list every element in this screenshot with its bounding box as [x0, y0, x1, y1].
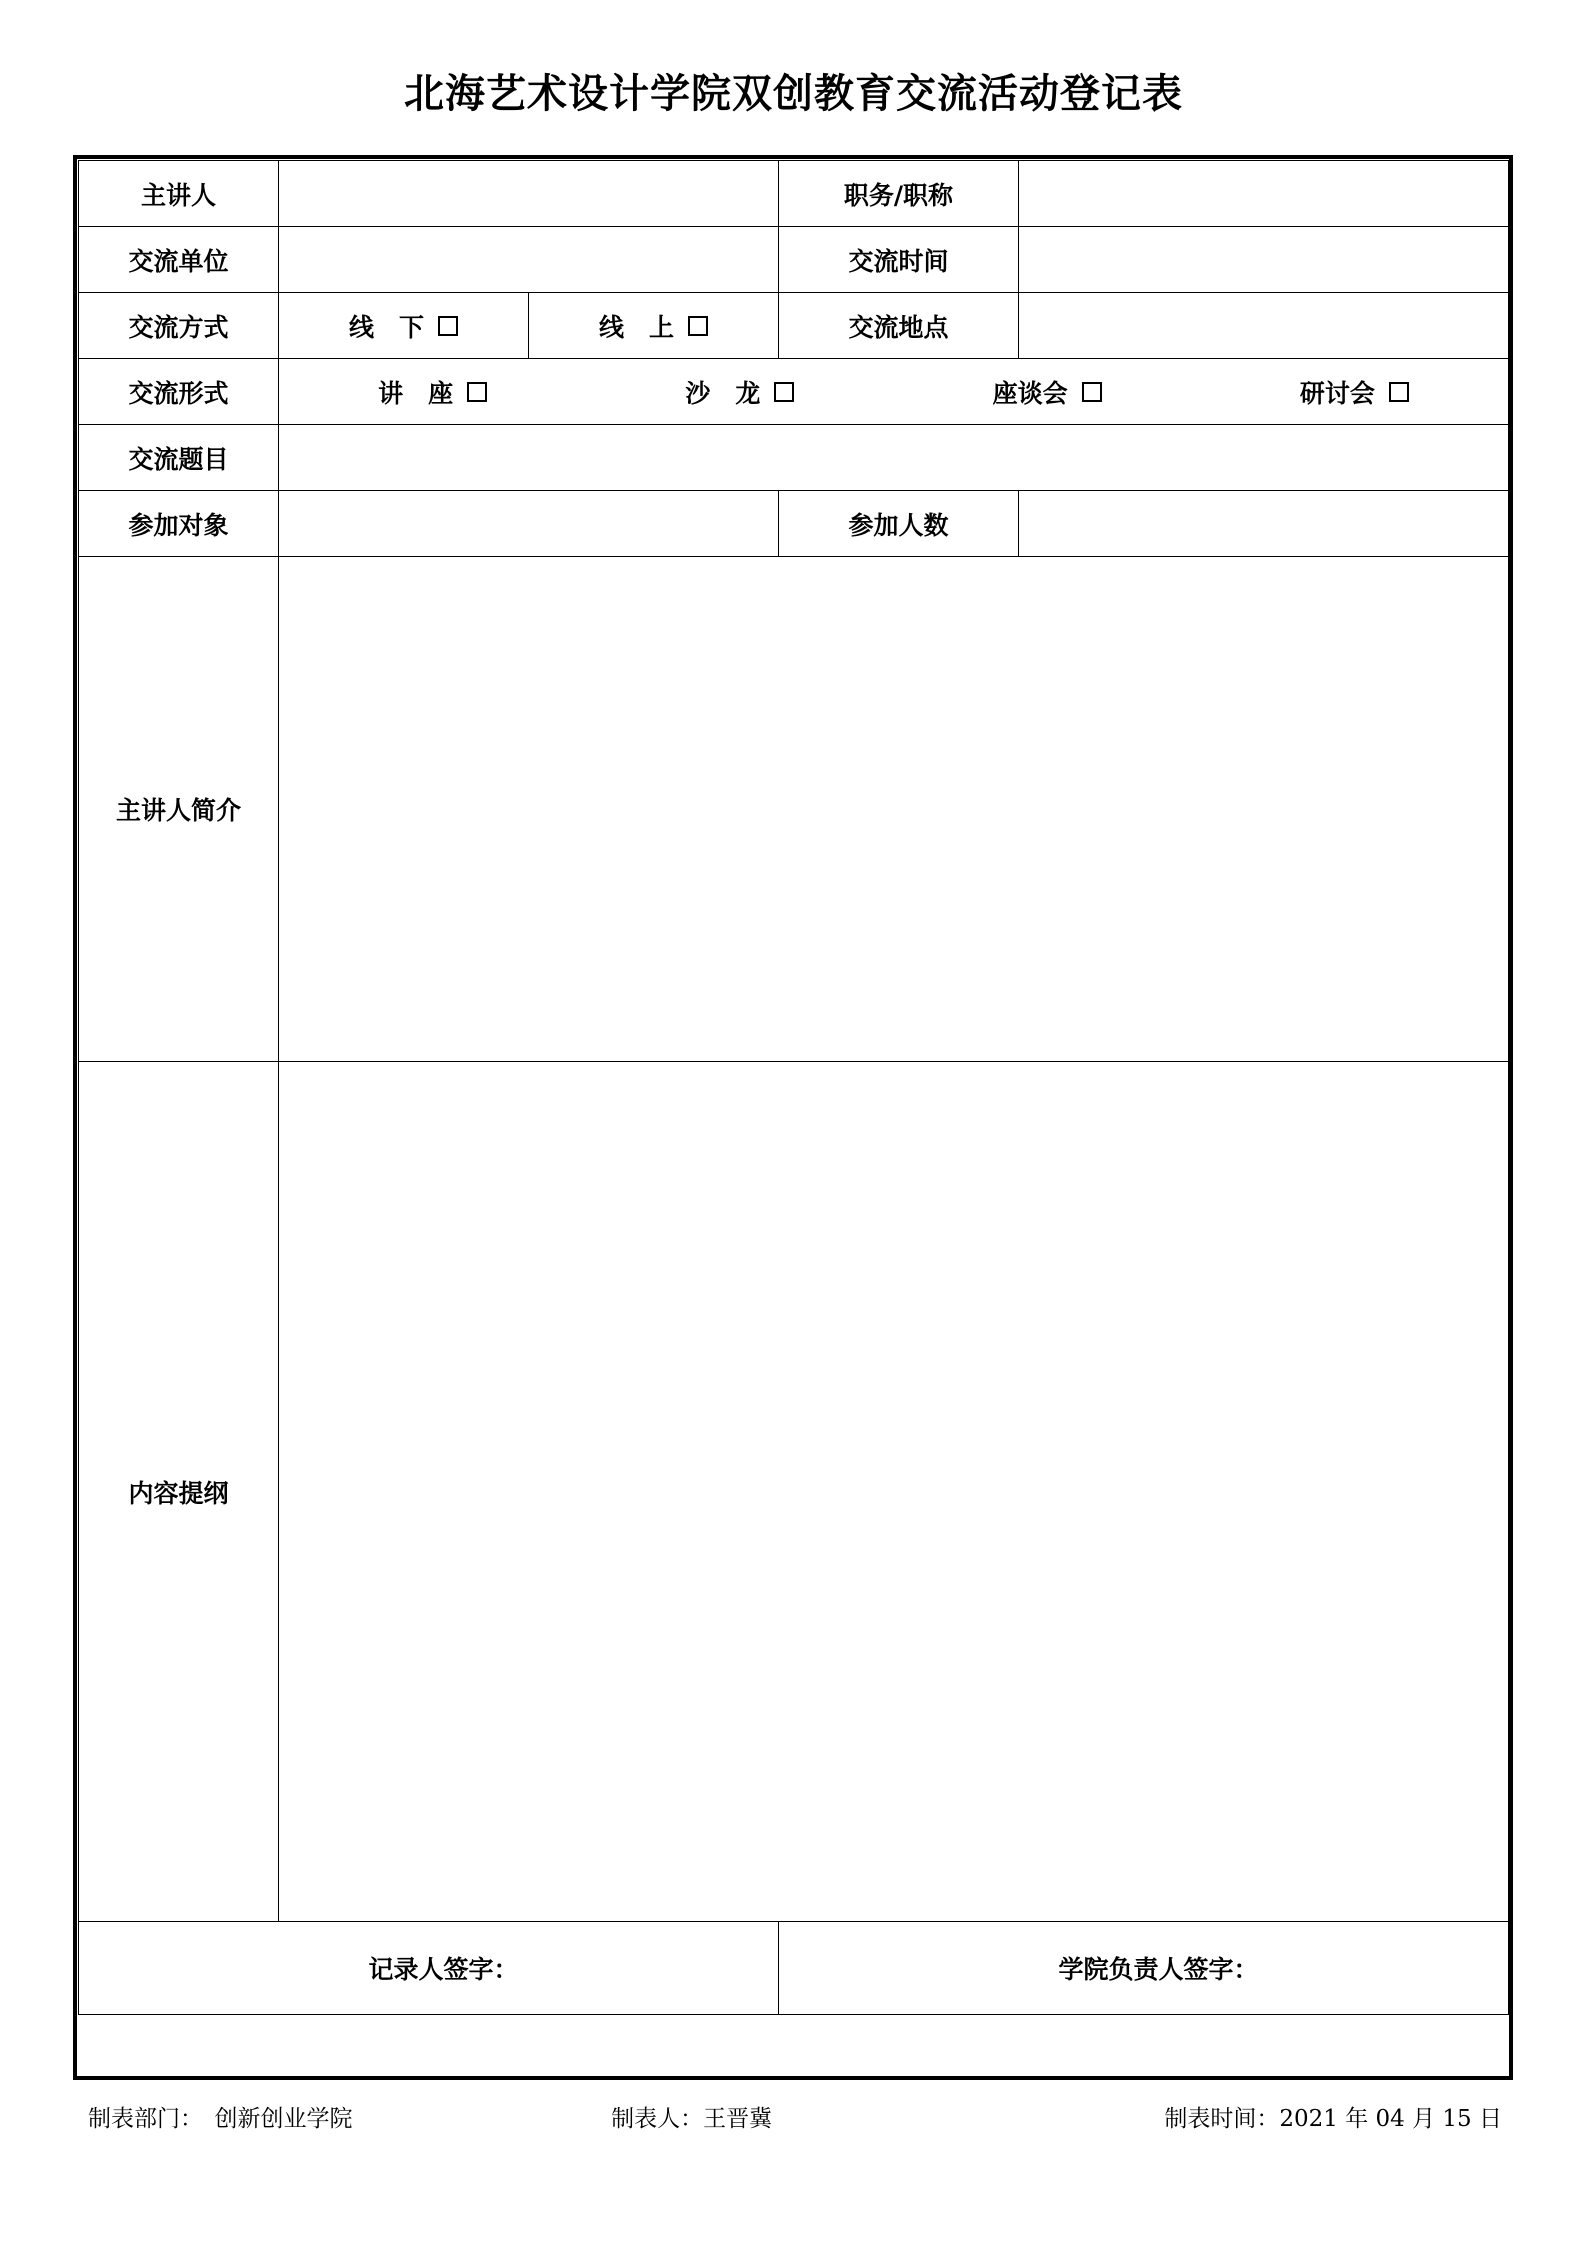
topic-value[interactable]: [279, 425, 1509, 491]
registration-form-table: [78, 160, 1509, 2015]
table-row: [79, 227, 1509, 293]
form-salon-label: 沙 龙: [685, 378, 761, 408]
table-row: [79, 293, 1509, 359]
table-row: [79, 1922, 1509, 2015]
place-value[interactable]: [1019, 293, 1509, 359]
speaker-label: 主讲人: [79, 161, 279, 227]
table-row: [79, 161, 1509, 227]
checkbox-icon[interactable]: [438, 316, 458, 336]
table-row: [79, 359, 1509, 425]
recorder-signature[interactable]: 记录人签字：: [79, 1922, 779, 2015]
mode-online-label: 线 上: [598, 312, 674, 342]
mode-offline-cell[interactable]: [279, 293, 529, 359]
checkbox-icon[interactable]: [1082, 382, 1102, 402]
footer-date: 制表时间：2021 年 04 月 15 日: [1164, 2106, 1502, 2132]
checkbox-icon[interactable]: [774, 382, 794, 402]
topic-label: 交流题目: [79, 425, 279, 491]
speaker-intro-value[interactable]: [279, 557, 1509, 1062]
checkbox-icon[interactable]: [688, 316, 708, 336]
audience-value[interactable]: [279, 491, 779, 557]
unit-value[interactable]: [279, 227, 779, 293]
table-row: [79, 1062, 1509, 1922]
mode-offline-label: 线 下: [348, 312, 424, 342]
footer-department: 制表部门： 创新创业学院: [88, 2106, 353, 2132]
footer: [78, 2100, 1508, 2133]
speaker-intro-label: 主讲人简介: [79, 557, 279, 1062]
time-value[interactable]: [1019, 227, 1509, 293]
leader-signature[interactable]: 学院负责人签字：: [779, 1922, 1509, 2015]
mode-online-cell[interactable]: [529, 293, 779, 359]
table-row: [79, 491, 1509, 557]
audience-label: 参加对象: [79, 491, 279, 557]
footer-author: 制表人：王晋冀: [611, 2106, 773, 2132]
mode-label: 交流方式: [79, 293, 279, 359]
checkbox-icon[interactable]: [467, 382, 487, 402]
content-outline-label: 内容提纲: [79, 1062, 279, 1922]
position-value[interactable]: [1019, 161, 1509, 227]
position-label: 职务/职称: [779, 161, 1019, 227]
form-type-label: 交流形式: [79, 359, 279, 425]
count-label: 参加人数: [779, 491, 1019, 557]
count-value[interactable]: [1019, 491, 1509, 557]
place-label: 交流地点: [779, 293, 1019, 359]
form-type-options[interactable]: [279, 359, 1509, 425]
table-row: [79, 557, 1509, 1062]
table-row: [79, 425, 1509, 491]
speaker-value[interactable]: [279, 161, 779, 227]
content-outline-value[interactable]: [279, 1062, 1509, 1922]
page-title: 北海艺术设计学院双创教育交流活动登记表: [404, 70, 1183, 117]
form-seminar-label: 研讨会: [1299, 378, 1375, 408]
unit-label: 交流单位: [79, 227, 279, 293]
form-forum-label: 座谈会: [992, 378, 1068, 408]
checkbox-icon[interactable]: [1389, 382, 1409, 402]
time-label: 交流时间: [779, 227, 1019, 293]
form-lecture-label: 讲 座: [378, 378, 454, 408]
